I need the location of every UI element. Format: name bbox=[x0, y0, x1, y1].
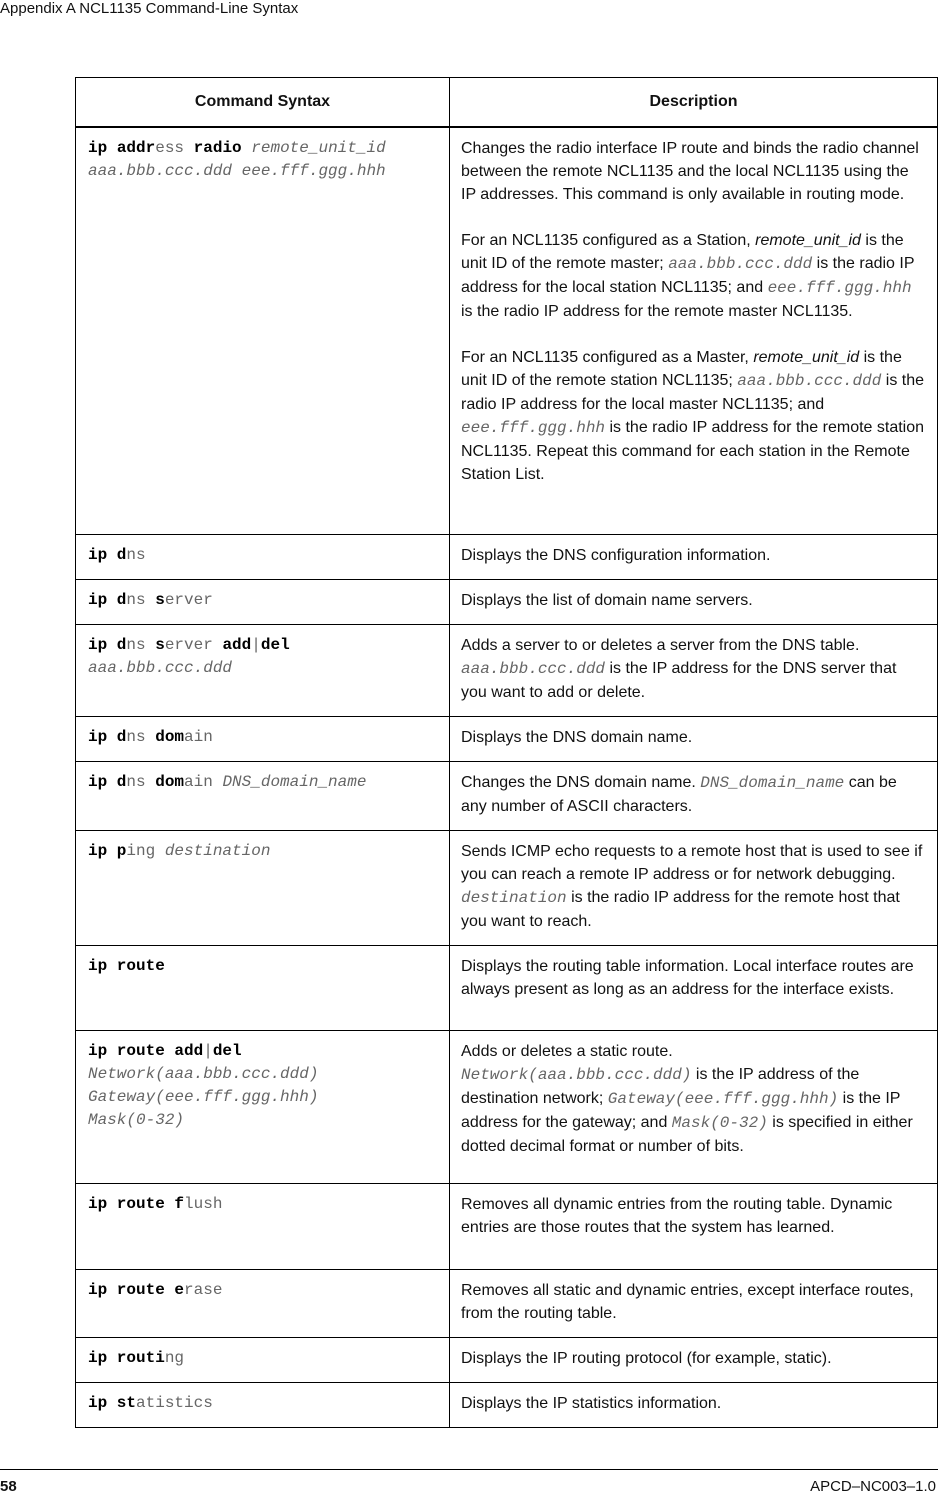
description-cell: Sends ICMP echo requests to a remote host that is used to see if you can reach a remote IP address or for network debugging. destination is the radio IP address for the remote host that you want to reach. bbox=[450, 830, 938, 945]
description-cell: Adds a server to or deletes a server from the DNS table. aaa.bbb.ccc.ddd is the IP address for the DNS server that you want to add or delete. bbox=[450, 624, 938, 716]
command-cell: ip address radio remote_unit_id aaa.bbb.ccc.ddd eee.fff.ggg.hhh bbox=[76, 127, 450, 534]
command-cell: ip dns domain bbox=[76, 716, 450, 761]
table-row bbox=[76, 830, 938, 945]
table-header-row bbox=[76, 78, 938, 128]
column-header-description: Description bbox=[450, 78, 938, 128]
table-row bbox=[76, 1030, 938, 1183]
command-cell: ip dns server bbox=[76, 579, 450, 624]
command-cell: ip dns bbox=[76, 534, 450, 579]
description-cell: Adds or deletes a static route. Network(aaa.bbb.ccc.ddd) is the IP address of the destination network; Gateway(eee.fff.ggg.hhh) is the IP address for the gateway; and Mask(0-32) is specified in either dotted decimal format or number of bits. bbox=[450, 1030, 938, 1183]
table-row bbox=[76, 761, 938, 830]
description-cell: Removes all dynamic entries from the routing table. Dynamic entries are those routes that the system has learned. bbox=[450, 1183, 938, 1269]
table-row bbox=[76, 1382, 938, 1427]
description-cell: Displays the IP routing protocol (for example, static). bbox=[450, 1337, 938, 1382]
command-cell: ip route add|del Network(aaa.bbb.ccc.ddd) Gateway(eee.fff.ggg.hhh) Mask(0-32) bbox=[76, 1030, 450, 1183]
table-row bbox=[76, 1337, 938, 1382]
command-cell: ip route bbox=[76, 945, 450, 1030]
footer-divider bbox=[0, 1469, 938, 1470]
running-header: Appendix A NCL1135 Command-Line Syntax bbox=[0, 0, 299, 17]
command-cell: ip statistics bbox=[76, 1382, 450, 1427]
command-cell: ip ping destination bbox=[76, 830, 450, 945]
page-number: 58 bbox=[0, 1478, 17, 1495]
table-row bbox=[76, 1269, 938, 1337]
table-row bbox=[76, 579, 938, 624]
description-cell: Displays the IP statistics information. bbox=[450, 1382, 938, 1427]
command-table bbox=[75, 77, 938, 1428]
document-id: APCD–NC003–1.0 bbox=[810, 1478, 936, 1495]
command-cell: ip route erase bbox=[76, 1269, 450, 1337]
table-row bbox=[76, 534, 938, 579]
description-cell: Displays the routing table information. Local interface routes are always present as long as an address for the interface exists. bbox=[450, 945, 938, 1030]
description-cell: Displays the DNS domain name. bbox=[450, 716, 938, 761]
column-header-command-syntax: Command Syntax bbox=[76, 78, 450, 128]
table-row bbox=[76, 624, 938, 716]
table-row bbox=[76, 945, 938, 1030]
command-cell: ip dns server add|del aaa.bbb.ccc.ddd bbox=[76, 624, 450, 716]
description-cell: Displays the DNS configuration information. bbox=[450, 534, 938, 579]
command-cell: ip routing bbox=[76, 1337, 450, 1382]
description-cell: Removes all static and dynamic entries, except interface routes, from the routing table. bbox=[450, 1269, 938, 1337]
description-cell: Changes the radio interface IP route and binds the radio channel between the remote NCL1135 and the local NCL1135 using the IP addresses. This command is only available in routing mode. For an NCL1135 configured as a Station, remote_unit_id is the unit ID of the remote master; aaa.bbb.ccc.ddd is the radio IP address for the local station NCL1135; and eee.fff.ggg.hhh is the radio IP address for the remote master NCL1135. For an NCL1135 configured as a Master, remote_unit_id is the unit ID of the remote station NCL1135; aaa.bbb.ccc.ddd is the radio IP address for the local master NCL1135; and eee.fff.ggg.hhh is the radio IP address for the remote station NCL1135. Repeat this command for each station in the Remote Station List. bbox=[450, 127, 938, 534]
description-cell: Changes the DNS domain name. DNS_domain_name can be any number of ASCII characters. bbox=[450, 761, 938, 830]
command-cell: ip route flush bbox=[76, 1183, 450, 1269]
description-cell: Displays the list of domain name servers. bbox=[450, 579, 938, 624]
table-row bbox=[76, 716, 938, 761]
table-row bbox=[76, 1183, 938, 1269]
table-row bbox=[76, 127, 938, 534]
command-cell: ip dns domain DNS_domain_name bbox=[76, 761, 450, 830]
